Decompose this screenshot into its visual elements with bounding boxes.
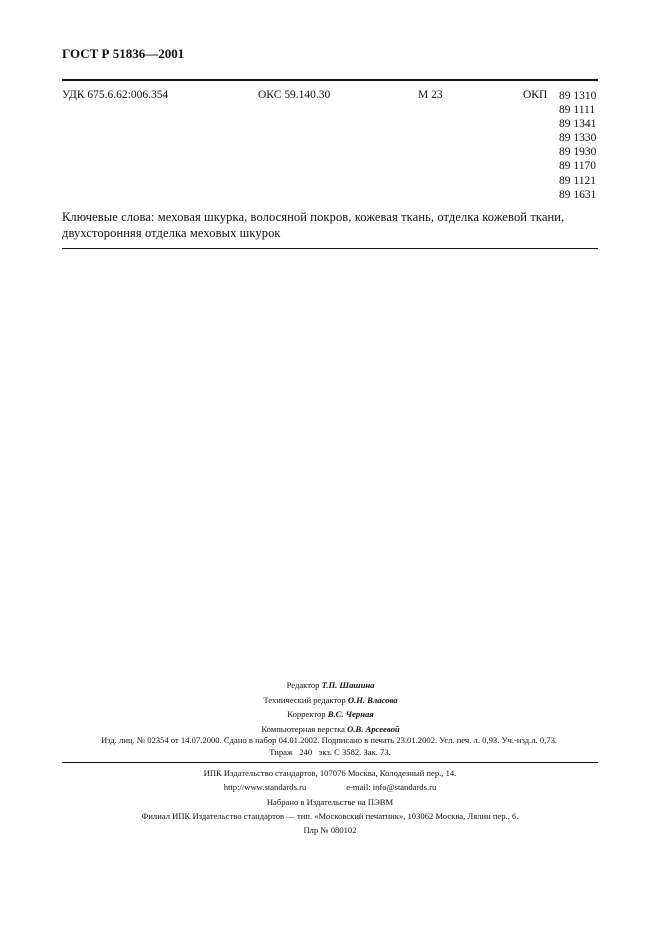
credit-role: Корректор [287,709,326,720]
okp-code: 89 1170 [559,160,596,173]
typeset-note: Набрано в Издательстве на ПЭВМ [266,796,394,807]
imprint [62,735,598,758]
plr-number: Плр № 080102 [303,825,357,836]
okp-code: 89 1310 [559,90,597,102]
okp-code: 89 1330 [559,132,597,145]
credits [0,678,661,736]
credit-name: В.С. Черная [327,709,374,720]
imprint-line: Изд. лиц. № 02354 от 14.07.2000. Сдано в набор 04.01.2002. Подписано в печать 23.01.2002. Усл. печ. л. 0,93. Уч.-изд.л. 0,73. [100,735,558,745]
okp-label: ОКП [523,89,548,101]
oks-code: ОКС 59.140.30 [258,89,331,101]
publisher-info [62,766,598,837]
okp-code: 89 1341 [559,118,597,131]
credit-role: Технический редактор [263,694,346,705]
udk-code: УДК 675.6.62:006.354 [62,89,169,101]
okp-code: 89 1111 [559,104,596,117]
okp-code: 89 1121 [559,174,596,187]
credit-name: Т.П. Шашина [321,680,375,690]
credit-line [0,678,661,693]
credit-role: Редактор [286,680,320,690]
header-rule [62,79,598,81]
credit-role: Компьютерная верстка [261,723,345,734]
branch-address: Филиал ИПК Издательство стандартов — тип. «Московский печатник», 103062 Москва, Лялин пер., 6. [141,810,519,821]
keywords: Ключевые слова: меховая шкурка, волосяной покров, кожевая ткань, отделка кожевой ткани, двухсторонняя отделка меховых шкурок [62,210,565,240]
m-code: М 23 [418,89,443,101]
credit-name: О.Н. Власова [347,694,398,705]
imprint-line: Тираж 240 экз. С 3582. Зак. 73. [269,746,391,757]
document-title: ГОСТ Р 51836—2001 [62,46,185,61]
okp-code: 89 1631 [559,188,597,201]
imprint-rule [62,762,598,763]
publisher-contacts [62,780,598,794]
credit-line [0,693,661,708]
okp-codes [559,89,596,202]
credit-line [0,707,661,722]
publisher-url[interactable]: http://www.standards.ru [223,782,307,793]
okp-code: 89 1930 [559,146,597,159]
credit-name: О.В. Арсеевой [347,723,400,734]
publisher-address: ИПК Издательство стандартов, 107076 Москва, Колодезный пер., 14. [203,768,457,778]
keywords-rule [62,248,598,249]
publisher-email[interactable]: e-mail: info@standards.ru [346,782,437,793]
